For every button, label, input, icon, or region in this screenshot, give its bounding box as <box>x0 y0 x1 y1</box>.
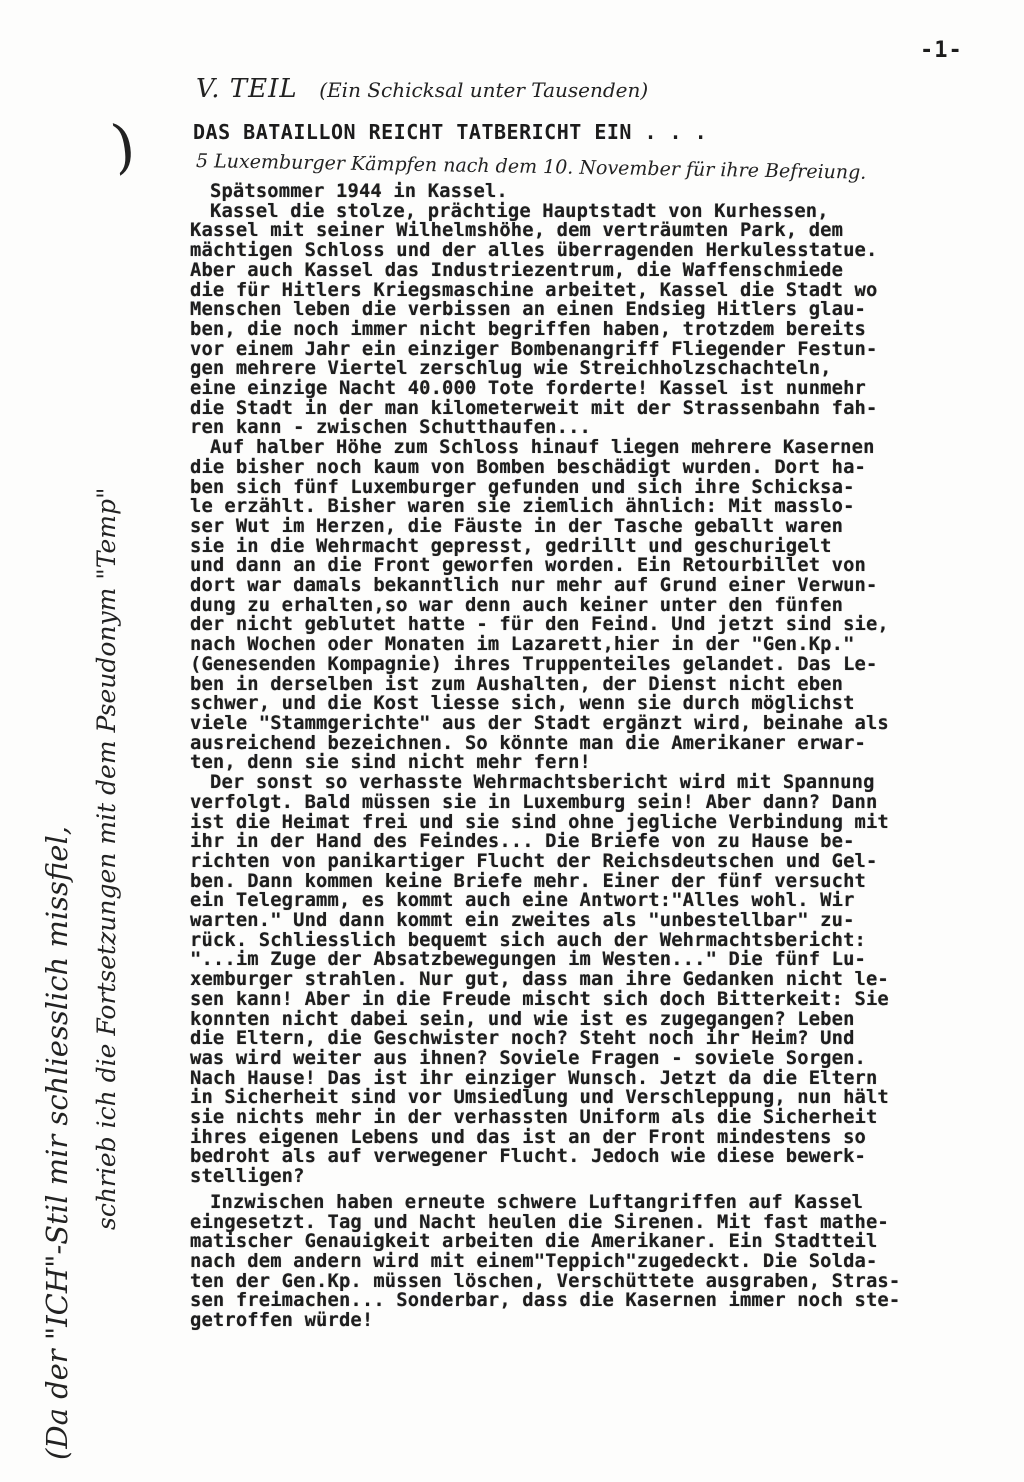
text-line: sie nichts mehr in der verhassten Uniform als die Sicherheit <box>190 1107 878 1129</box>
text-line: Menschen leben die verbissen an einen Endsieg Hitlers glau- <box>190 299 866 321</box>
body-text <box>190 182 990 1331</box>
part-label: V. TEIL <box>196 74 298 104</box>
text-line: ben in derselben ist zum Aushalten, der Dienst nicht eben <box>190 673 844 695</box>
text-line: ren kann - zwischen Schutthaufen... <box>190 417 592 439</box>
chapter-subtitle: 5 Luxemburger Kämpfen nach dem 10. November für ihre Befreiung. <box>195 150 867 184</box>
text-line: eingesetzt. Tag und Nacht heulen die Sirenen. Mit fast mathe- <box>190 1211 889 1233</box>
text-line: Kassel mit seiner Wilhelmshöhe, dem verträumten Park, dem <box>190 220 844 242</box>
text-line: ihres eigenen Lebens und das ist an der Front mindestens so <box>190 1126 866 1148</box>
part-subtitle: (Ein Schicksal unter Tausenden) <box>319 78 649 102</box>
text-line: mächtigen Schloss und der alles überragenden Herkulesstatue. <box>190 240 878 262</box>
text-line: rück. Schliesslich bequemt sich auch der Wehrmachtsbericht: <box>190 929 866 951</box>
chapter-title: DAS BATAILLON REICHT TATBERICHT EIN . . . <box>193 120 708 144</box>
text-line: der nicht geblutet hatte - für den Feind. Und jetzt sind sie, <box>190 614 889 636</box>
text-line: und dann an die Front geworfen worden. Ein Retourbillet von <box>190 555 866 577</box>
margin-note-line-2: schrieb ich die Fortsetzungen mit dem Pseudonym "Temp" <box>92 487 121 1230</box>
text-line: ihr in der Hand des Feindes... Die Briefe von zu Hause be- <box>190 831 855 853</box>
text-line: getroffen würde! <box>190 1310 374 1332</box>
text-line: ten der Gen.Kp. müssen löschen, Verschüttete ausgraben, Stras- <box>190 1270 901 1292</box>
text-line: Spätsommer 1944 in Kassel. <box>210 181 508 202</box>
margin-bracket: ) <box>107 110 140 182</box>
text-line: Nach Hause! Das ist ihr einziger Wunsch. Jetzt da die Eltern <box>190 1067 878 1089</box>
text-line: ten, denn sie sind nicht mehr fern! <box>190 752 592 774</box>
text-line: Inzwischen haben erneute schwere Luftangriffen auf Kassel <box>210 1191 864 1213</box>
text-line: viele "Stammgerichte" aus der Stadt ergänzt wird, beinahe als <box>190 712 889 734</box>
text-line: ist die Heimat frei und sie sind ohne jegliche Verbindung mit <box>190 811 889 833</box>
page-number: -1- <box>920 38 963 63</box>
part-heading <box>196 74 648 104</box>
text-line: (Genesenden Kompagnie) ihres Truppenteiles gelandet. Das Le- <box>190 653 878 675</box>
margin-note-line-1: (Da der "ICH"-Stil mir schliesslich missfiel, <box>40 826 74 1460</box>
text-line: nach Wochen oder Monaten im Lazarett,hier in der "Gen.Kp." <box>190 634 855 656</box>
text-line: sen kann! Aber in die Freude mischt sich doch Bitterkeit: Sie <box>190 988 889 1010</box>
text-line: in Sicherheit sind vor Umsiedlung und Verschleppung, nun hält <box>190 1087 889 1109</box>
text-line: ben, die noch immer nicht begriffen haben, trotzdem bereits <box>190 318 866 340</box>
text-line: die Eltern, die Geschwister noch? Steht noch ihr Heim? Und <box>190 1028 855 1050</box>
text-line: vor einem Jahr ein einziger Bombenangriff Fliegender Festun- <box>190 338 878 360</box>
text-line: sen freimachen... Sonderbar, dass die Kasernen immer noch ste- <box>190 1290 901 1312</box>
text-line: ben. Dann kommen keine Briefe mehr. Einer der fünf versucht <box>190 870 866 892</box>
text-line: die Stadt in der man kilometerweit mit der Strassenbahn fah- <box>190 397 878 419</box>
text-line: "...im Zuge der Absatzbewegungen im Westen..." Die fünf Lu- <box>190 949 866 971</box>
text-line: stelligen? <box>190 1166 305 1188</box>
text-line: richten von panikartiger Flucht der Reichsdeutschen und Gel- <box>190 850 878 872</box>
text-line: matischer Genauigkeit arbeiten die Amerikaner. Ein Stadtteil <box>190 1231 878 1253</box>
text-line: nach dem andern wird mit einem"Teppich"zugedeckt. Die Solda- <box>190 1250 878 1272</box>
text-line: ser Wut im Herzen, die Fäuste in der Tasche geballt waren <box>190 515 844 537</box>
text-line: Auf halber Höhe zum Schloss hinauf liegen mehrere Kasernen <box>210 437 875 459</box>
text-line: die für Hitlers Kriegsmaschine arbeitet, Kassel die Stadt wo <box>190 279 878 301</box>
text-line: eine einzige Nacht 40.000 Tote forderte! Kassel ist nunmehr <box>190 378 866 400</box>
text-line: xemburger strahlen. Nur gut, dass man ihre Gedanken nicht le- <box>190 969 889 991</box>
text-line: dung zu erhalten,so war denn auch keiner unter den fünfen <box>190 594 844 616</box>
text-line: dort war damals bekanntlich nur mehr auf Grund einer Verwun- <box>190 575 878 597</box>
text-line: ausreichend bezeichnen. So könnte man die Amerikaner erwar- <box>190 732 866 754</box>
text-line: Aber auch Kassel das Industriezentrum, die Waffenschmiede <box>190 259 844 281</box>
text-line: Kassel die stolze, prächtige Hauptstadt von Kurhessen, <box>210 200 829 222</box>
text-line: verfolgt. Bald müssen sie in Luxemburg sein! Aber dann? Dann <box>190 791 878 813</box>
text-line: sie in die Wehrmacht gepresst, gedrillt und geschurigelt <box>190 535 832 557</box>
text-line: bedroht als auf verwegener Flucht. Jedoch wie diese bewerk- <box>190 1146 866 1168</box>
text-line: warten." Und dann kommt ein zweites als "unbestellbar" zu- <box>190 910 855 932</box>
text-line: le erzählt. Bisher waren sie ziemlich ähnlich: Mit masslo- <box>190 496 855 518</box>
text-line: schwer, und die Kost liesse sich, wenn sie durch möglichst <box>190 693 855 715</box>
text-line: gen mehrere Viertel zerschlug wie Streichholzschachteln, <box>190 358 832 380</box>
text-line: ein Telegramm, es kommt auch eine Antwort:"Alles wohl. Wir <box>190 890 855 912</box>
text-line: Der sonst so verhasste Wehrmachtsbericht wird mit Spannung <box>210 772 875 794</box>
text-line: konnten nicht dabei sein, und wie ist es zugegangen? Leben <box>190 1008 855 1030</box>
text-line: die bisher noch kaum von Bomben beschädigt wurden. Dort ha- <box>190 456 866 478</box>
text-line: ben sich fünf Luxemburger gefunden und sich ihre Schicksa- <box>190 476 855 498</box>
text-line: was wird weiter aus ihnen? Soviele Fragen - soviele Sorgen. <box>190 1047 866 1069</box>
